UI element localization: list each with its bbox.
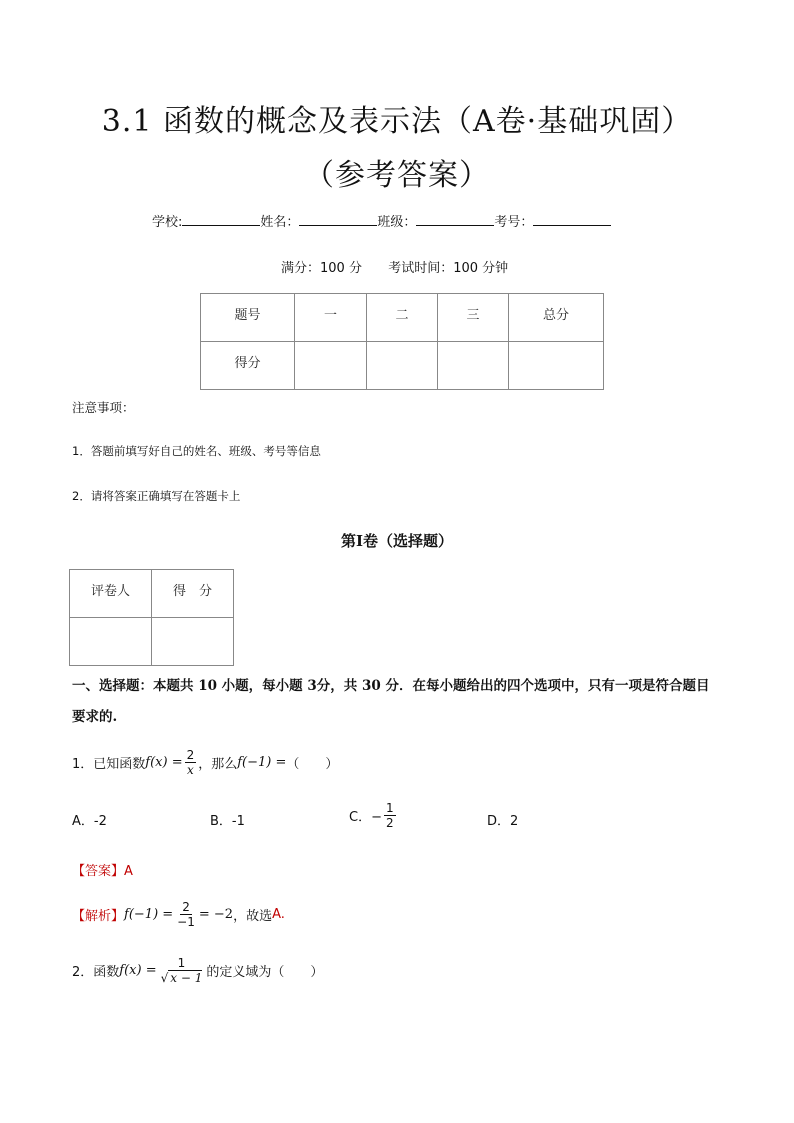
number-label: 考号： [494, 215, 534, 230]
score-row-label: 得分 [201, 342, 295, 390]
section-instructions-line2: 要求的. [72, 709, 118, 725]
score-cell[interactable] [295, 342, 367, 390]
q2-function: f(x) = [119, 963, 157, 978]
q1-analysis-numerator: 2 [182, 900, 190, 914]
q1-option-c-numerator: 1 [385, 801, 394, 815]
q1-fraction-numerator: 2 [186, 748, 195, 762]
q1-analysis-denominator: −1 [177, 915, 195, 929]
score-table-header: 二 [367, 294, 438, 342]
score-table-score-row [201, 342, 604, 390]
grader-table-row [70, 618, 234, 666]
name-label: 姓名： [260, 215, 300, 230]
q1-fraction [185, 748, 197, 777]
section-title: 第I卷（选择题） [340, 532, 454, 550]
question-1-stem [72, 748, 338, 777]
student-info-line [152, 211, 611, 230]
score-cell[interactable] [367, 342, 438, 390]
q2-fraction-denominator [159, 971, 205, 985]
score-table-header: 一 [295, 294, 367, 342]
q1-analysis [72, 900, 285, 929]
q1-paren: （ ） [286, 757, 339, 772]
q1-option-c[interactable] [349, 801, 398, 830]
q2-fraction-numerator: 1 [177, 956, 186, 970]
school-blank[interactable] [182, 213, 260, 226]
q1-analysis-label: 【解析】 [72, 909, 125, 924]
q1-function: f(x) = [145, 755, 183, 770]
q1-eval: f(−1) = [237, 755, 287, 770]
q1-analysis-result: = −2 [198, 907, 234, 922]
q1-analysis-tail: ，故选 [233, 909, 273, 924]
grader-cell[interactable] [70, 618, 152, 666]
class-blank[interactable] [416, 213, 494, 226]
q1-answer-value: A [124, 864, 133, 879]
q2-suffix: 的定义域为（ ） [206, 965, 324, 980]
q1-answer-label: 【答案】 [72, 864, 125, 879]
note-item: 1．答题前填写好自己的姓名、班级、考号等信息 [72, 444, 321, 458]
class-label: 班级： [377, 215, 417, 230]
grader-header: 评卷人 [70, 570, 152, 618]
q2-prefix: 2．函数 [72, 965, 120, 980]
score-table-header: 三 [438, 294, 509, 342]
grader-header: 得 分 [152, 570, 234, 618]
section-instructions-line1: 一、选择题：本题共 10 小题，每小题 3分，共 30 分．在每小题给出的四个选项中，只有一项是符合题目 [72, 678, 710, 694]
score-table [200, 293, 604, 390]
score-table-header-row [201, 294, 604, 342]
grader-table [69, 569, 234, 666]
school-label: 学校: [152, 215, 183, 230]
notes-heading: 注意事项： [72, 400, 135, 415]
q1-option-b[interactable]: B．-1 [210, 814, 245, 829]
page-title: 3.1 函数的概念及表示法（A卷·基础巩固） [101, 104, 693, 139]
score-table-header: 题号 [201, 294, 295, 342]
number-blank[interactable] [533, 213, 611, 226]
grader-table-header-row [70, 570, 234, 618]
q1-fraction-denominator: x [187, 763, 194, 777]
score-cell[interactable] [438, 342, 509, 390]
q2-fraction [159, 956, 205, 985]
grader-cell[interactable] [152, 618, 234, 666]
q1-option-c-fraction [384, 801, 396, 830]
sqrt-icon: √ [160, 971, 169, 985]
q1-option-a[interactable]: A．-2 [72, 814, 107, 829]
q1-answer [72, 860, 133, 879]
name-blank[interactable] [299, 213, 377, 226]
q1-mid: ，那么 [198, 757, 238, 772]
q1-prefix: 1．已知函数 [72, 757, 146, 772]
score-table-header: 总分 [509, 294, 604, 342]
question-2-stem [72, 956, 323, 985]
full-score: 满分：100 分 [281, 261, 362, 276]
score-cell[interactable] [509, 342, 604, 390]
q1-option-d[interactable]: D．2 [487, 814, 519, 829]
q1-analysis-fraction [175, 900, 197, 929]
q2-radicand: x − 1 [170, 971, 203, 985]
q1-option-c-denominator: 2 [385, 816, 394, 830]
exam-time: 考试时间：100 分钟 [388, 261, 509, 276]
page-subtitle: （参考答案） [304, 158, 490, 193]
note-item: 2．请将答案正确填写在答题卡上 [72, 489, 241, 503]
q1-analysis-choice: A. [272, 907, 285, 922]
q1-option-c-label: C．− [349, 810, 382, 825]
exam-meta [281, 257, 508, 276]
q1-analysis-expr: f(−1) = [124, 907, 174, 922]
